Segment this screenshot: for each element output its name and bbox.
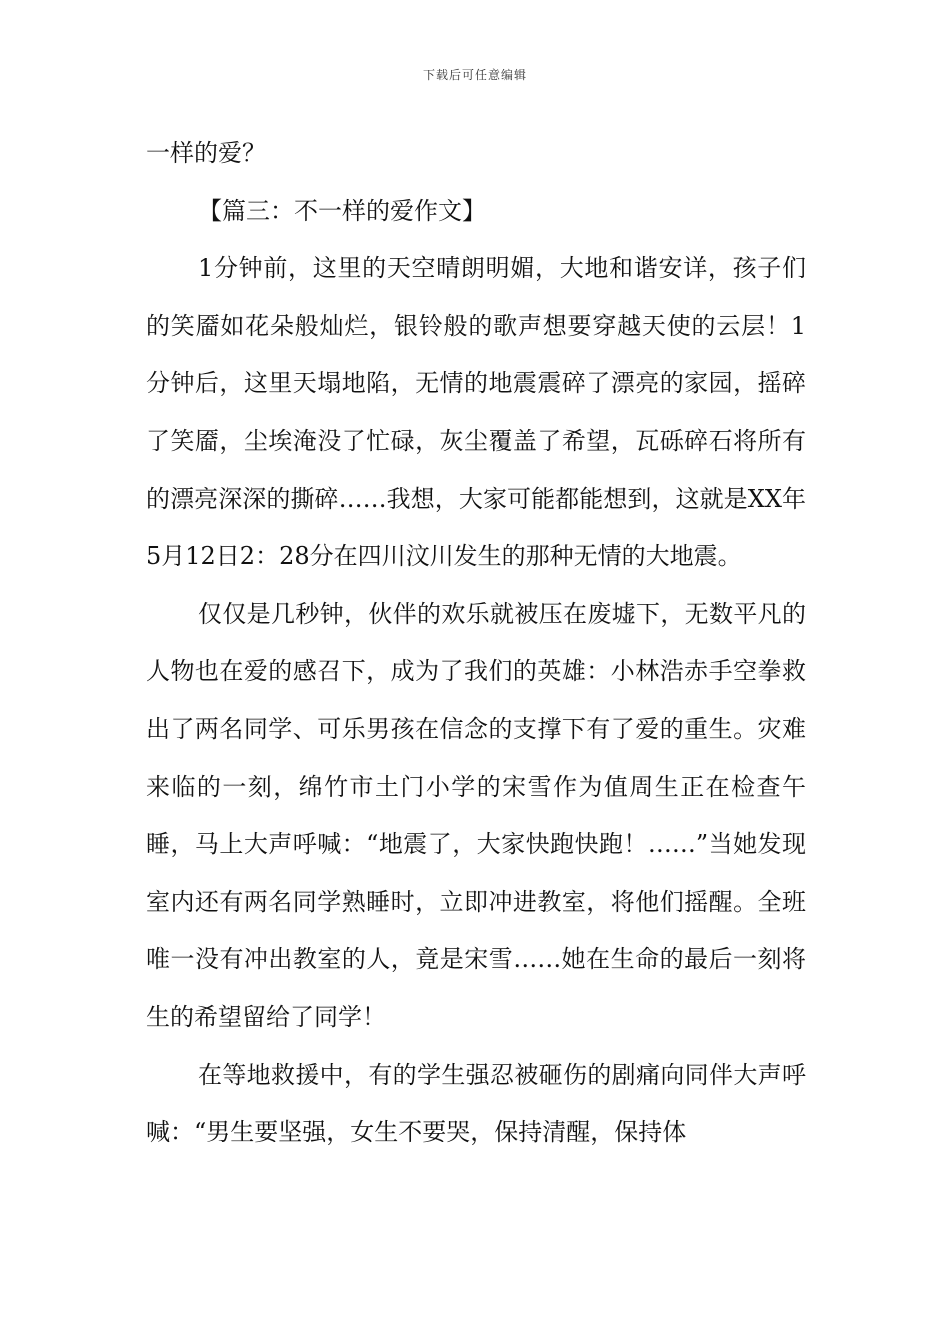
paragraph-continuation: 一样的爱？ [146,139,266,167]
paragraph: 1分钟前，这里的天空晴朗明媚，大地和谐安详，孩子们的笑靥如花朵般灿烂，银铃般的歌声想要穿越天使的云层！1分钟后，这里天塌地陷，无情的地震震碎了漂亮的家园，摇碎了笑靥，尘埃淹没了忙碌，灰尘覆盖了希望，瓦砾碎石将所有的漂亮深深的撕碎……我想，大家可能都能想到，这就是XX年5月12日2：28分在四川汶川发生的那种无情的大地震。 [146,254,806,571]
paragraph: 仅仅是几秒钟，伙伴的欢乐就被压在废墟下，无数平凡的人物也在爱的感召下，成为了我们的英雄：小林浩赤手空拳救出了两名同学、可乐男孩在信念的支撑下有了爱的重生。灾难来临的一刻，绵竹市土门小学的宋雪作为值周生正在检查午睡，马上大声呼喊：“地震了，大家快跑快跑！……”当她发现室内还有两名同学熟睡时，立即冲进教室，将他们摇醒。全班唯一没有冲出教室的人，竟是宋雪……她在生命的最后一刻将生的希望留给了同学！ [146,599,806,1031]
section-heading: 【篇三：不一样的爱作文】 [198,196,486,225]
paragraph: 在等地救援中，有的学生强忍被砸伤的剧痛向同伴大声呼喊：“男生要坚强，女生不要哭，保持清醒，保持体 [146,1060,806,1147]
document-body [146,125,806,1162]
header-note: 下载后可任意编辑 [422,68,527,82]
